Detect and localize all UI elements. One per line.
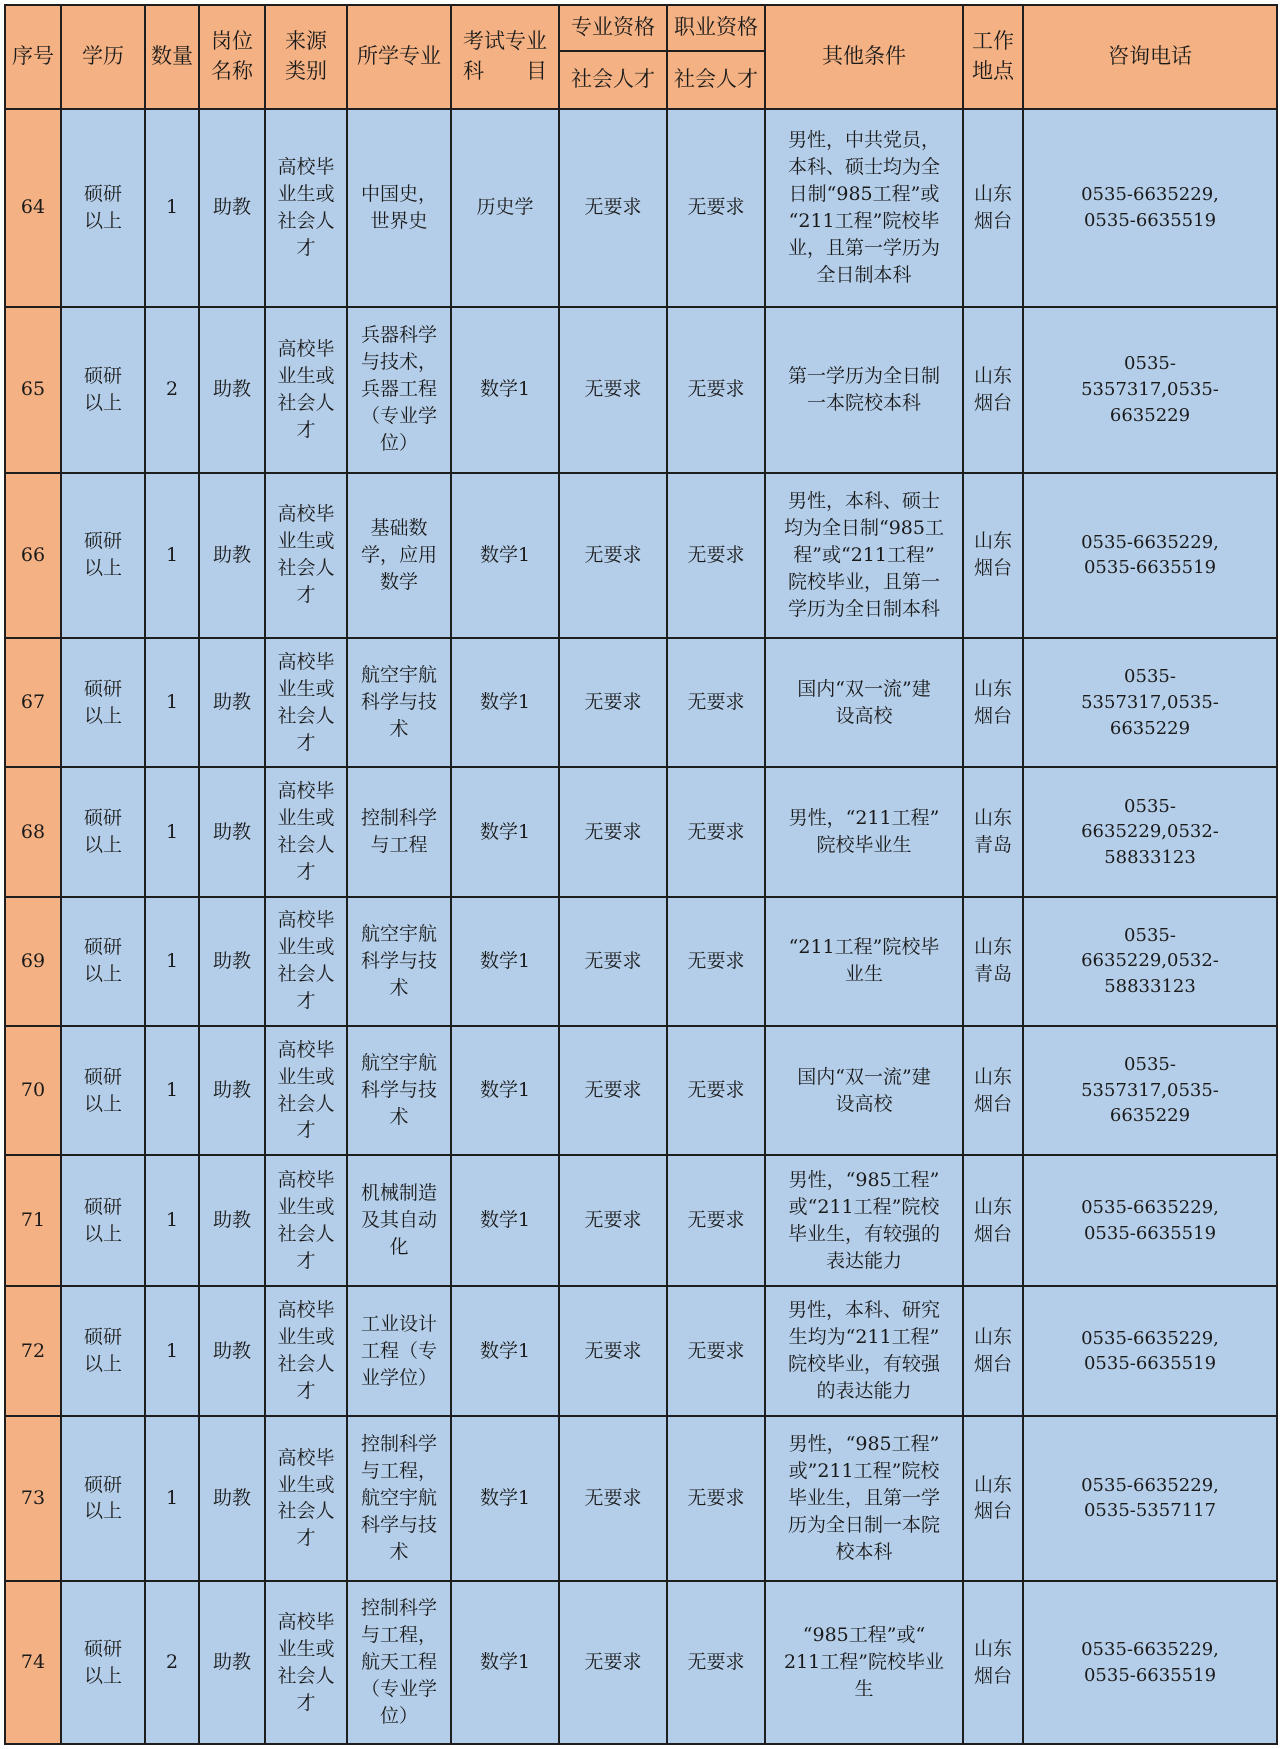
cell-source: 高校毕 业生或 社会人 才 — [265, 1581, 347, 1744]
cell-phone: 0535-6635229, 0535-6635519 — [1023, 109, 1277, 307]
cell-education: 硕研 以上 — [61, 638, 145, 767]
cell-source: 高校毕 业生或 社会人 才 — [265, 473, 347, 639]
cell-job-qual: 无要求 — [667, 1416, 765, 1582]
cell-position: 助教 — [199, 1026, 265, 1155]
cell-education: 硕研 以上 — [61, 897, 145, 1026]
cell-position: 助教 — [199, 1581, 265, 1744]
cell-source: 高校毕 业生或 社会人 才 — [265, 1155, 347, 1286]
cell-source: 高校毕 业生或 社会人 才 — [265, 109, 347, 307]
cell-prof-qual: 无要求 — [559, 1026, 667, 1155]
cell-location: 山东 青岛 — [963, 767, 1023, 896]
cell-other: 男性，本科、硕士 均为全日制“985工 程”或“211工程” 院校毕业，且第一 学历为全日制本科 — [765, 473, 963, 639]
cell-location: 山东 烟台 — [963, 1155, 1023, 1286]
header-other: 其他条件 — [765, 5, 963, 109]
cell-position: 助教 — [199, 1416, 265, 1582]
cell-seq: 74 — [5, 1581, 61, 1744]
cell-source: 高校毕 业生或 社会人 才 — [265, 767, 347, 896]
header-position: 岗位 名称 — [199, 5, 265, 109]
cell-job-qual: 无要求 — [667, 1581, 765, 1744]
cell-count: 1 — [145, 109, 199, 307]
cell-location: 山东 烟台 — [963, 109, 1023, 307]
cell-location: 山东 烟台 — [963, 1026, 1023, 1155]
cell-count: 2 — [145, 307, 199, 473]
header-seq: 序号 — [5, 5, 61, 109]
cell-exam: 数学1 — [451, 1286, 559, 1415]
table-row — [5, 1155, 1277, 1286]
cell-count: 1 — [145, 1286, 199, 1415]
cell-seq: 72 — [5, 1286, 61, 1415]
cell-prof-qual: 无要求 — [559, 1581, 667, 1744]
cell-location: 山东 烟台 — [963, 1416, 1023, 1582]
cell-source: 高校毕 业生或 社会人 才 — [265, 638, 347, 767]
cell-major: 基础数 学，应用 数学 — [347, 473, 451, 639]
cell-location: 山东 烟台 — [963, 307, 1023, 473]
cell-phone: 0535-6635229, 0535-5357117 — [1023, 1416, 1277, 1582]
cell-seq: 65 — [5, 307, 61, 473]
cell-source: 高校毕 业生或 社会人 才 — [265, 897, 347, 1026]
cell-other: 男性，“985工程” 或“211工程”院校 毕业生，有较强的 表达能力 — [765, 1155, 963, 1286]
cell-education: 硕研 以上 — [61, 307, 145, 473]
cell-source: 高校毕 业生或 社会人 才 — [265, 307, 347, 473]
cell-position: 助教 — [199, 307, 265, 473]
cell-source: 高校毕 业生或 社会人 才 — [265, 1026, 347, 1155]
cell-major: 航空宇航 科学与技 术 — [347, 1026, 451, 1155]
cell-position: 助教 — [199, 473, 265, 639]
cell-location: 山东 青岛 — [963, 897, 1023, 1026]
cell-phone: 0535-6635229, 0535-6635519 — [1023, 1155, 1277, 1286]
cell-major: 中国史， 世界史 — [347, 109, 451, 307]
cell-position: 助教 — [199, 767, 265, 896]
cell-seq: 71 — [5, 1155, 61, 1286]
table-row — [5, 767, 1277, 896]
cell-education: 硕研 以上 — [61, 1155, 145, 1286]
cell-exam: 数学1 — [451, 767, 559, 896]
cell-prof-qual: 无要求 — [559, 473, 667, 639]
cell-phone: 0535- 5357317,0535- 6635229 — [1023, 638, 1277, 767]
cell-phone: 0535-6635229, 0535-6635519 — [1023, 1286, 1277, 1415]
cell-prof-qual: 无要求 — [559, 307, 667, 473]
cell-major: 机械制造 及其自动 化 — [347, 1155, 451, 1286]
header-exam: 考试专业 科 目 — [451, 5, 559, 109]
header-job-qual: 职业资格 — [667, 5, 765, 51]
cell-job-qual: 无要求 — [667, 1026, 765, 1155]
cell-exam: 数学1 — [451, 307, 559, 473]
cell-major: 兵器科学 与技术， 兵器工程 （专业学 位） — [347, 307, 451, 473]
cell-source: 高校毕 业生或 社会人 才 — [265, 1416, 347, 1582]
cell-seq: 66 — [5, 473, 61, 639]
cell-source: 高校毕 业生或 社会人 才 — [265, 1286, 347, 1415]
cell-other: 男性，“985工程” 或”211工程”院校 毕业生，且第一学 历为全日制一本院 校本科 — [765, 1416, 963, 1582]
cell-job-qual: 无要求 — [667, 1286, 765, 1415]
cell-location: 山东 烟台 — [963, 1286, 1023, 1415]
cell-count: 2 — [145, 1581, 199, 1744]
cell-count: 1 — [145, 473, 199, 639]
cell-job-qual: 无要求 — [667, 897, 765, 1026]
table-row — [5, 1581, 1277, 1744]
cell-education: 硕研 以上 — [61, 1416, 145, 1582]
cell-major: 控制科学 与工程， 航空宇航 科学与技 术 — [347, 1416, 451, 1582]
cell-phone: 0535- 6635229,0532- 58833123 — [1023, 767, 1277, 896]
header-major: 所学专业 — [347, 5, 451, 109]
cell-position: 助教 — [199, 1286, 265, 1415]
cell-other: 第一学历为全日制 一本院校本科 — [765, 307, 963, 473]
header-source: 来源 类别 — [265, 5, 347, 109]
cell-location: 山东 烟台 — [963, 638, 1023, 767]
cell-count: 1 — [145, 767, 199, 896]
recruitment-table — [4, 4, 1278, 1745]
cell-prof-qual: 无要求 — [559, 1155, 667, 1286]
header-phone: 咨询电话 — [1023, 5, 1277, 109]
cell-job-qual: 无要求 — [667, 1155, 765, 1286]
cell-count: 1 — [145, 897, 199, 1026]
cell-exam: 历史学 — [451, 109, 559, 307]
cell-position: 助教 — [199, 1155, 265, 1286]
cell-education: 硕研 以上 — [61, 109, 145, 307]
cell-job-qual: 无要求 — [667, 638, 765, 767]
header-job-qual-sub: 社会人才 — [667, 51, 765, 109]
cell-education: 硕研 以上 — [61, 1581, 145, 1744]
cell-other: 国内“双一流”建 设高校 — [765, 1026, 963, 1155]
cell-exam: 数学1 — [451, 897, 559, 1026]
cell-education: 硕研 以上 — [61, 473, 145, 639]
table-row — [5, 109, 1277, 307]
cell-education: 硕研 以上 — [61, 1026, 145, 1155]
cell-prof-qual: 无要求 — [559, 1286, 667, 1415]
cell-exam: 数学1 — [451, 1155, 559, 1286]
cell-seq: 67 — [5, 638, 61, 767]
table-row — [5, 1026, 1277, 1155]
cell-phone: 0535-6635229, 0535-6635519 — [1023, 1581, 1277, 1744]
cell-location: 山东 烟台 — [963, 1581, 1023, 1744]
cell-phone: 0535- 5357317,0535- 6635229 — [1023, 307, 1277, 473]
cell-count: 1 — [145, 1155, 199, 1286]
header-education: 学历 — [61, 5, 145, 109]
table-row — [5, 1416, 1277, 1582]
table-row — [5, 897, 1277, 1026]
cell-count: 1 — [145, 1026, 199, 1155]
table-row — [5, 638, 1277, 767]
cell-count: 1 — [145, 638, 199, 767]
cell-job-qual: 无要求 — [667, 767, 765, 896]
cell-major: 控制科学 与工程 — [347, 767, 451, 896]
cell-seq: 73 — [5, 1416, 61, 1582]
cell-seq: 69 — [5, 897, 61, 1026]
cell-job-qual: 无要求 — [667, 109, 765, 307]
cell-major: 航空宇航 科学与技 术 — [347, 897, 451, 1026]
cell-position: 助教 — [199, 897, 265, 1026]
cell-prof-qual: 无要求 — [559, 767, 667, 896]
cell-major: 控制科学 与工程， 航天工程 （专业学 位） — [347, 1581, 451, 1744]
cell-other: 男性，本科、研究 生均为“211工程” 院校毕业，有较强 的表达能力 — [765, 1286, 963, 1415]
cell-exam: 数学1 — [451, 1581, 559, 1744]
table-row — [5, 473, 1277, 639]
header-prof-qual: 专业资格 — [559, 5, 667, 51]
cell-prof-qual: 无要求 — [559, 109, 667, 307]
cell-exam: 数学1 — [451, 473, 559, 639]
cell-phone: 0535- 5357317,0535- 6635229 — [1023, 1026, 1277, 1155]
header-prof-qual-sub: 社会人才 — [559, 51, 667, 109]
cell-job-qual: 无要求 — [667, 473, 765, 639]
cell-job-qual: 无要求 — [667, 307, 765, 473]
cell-other: 国内“双一流”建 设高校 — [765, 638, 963, 767]
cell-education: 硕研 以上 — [61, 767, 145, 896]
cell-seq: 70 — [5, 1026, 61, 1155]
cell-major: 航空宇航 科学与技 术 — [347, 638, 451, 767]
cell-exam: 数学1 — [451, 1026, 559, 1155]
cell-other: “211工程”院校毕 业生 — [765, 897, 963, 1026]
cell-location: 山东 烟台 — [963, 473, 1023, 639]
cell-count: 1 — [145, 1416, 199, 1582]
cell-phone: 0535-6635229, 0535-6635519 — [1023, 473, 1277, 639]
cell-exam: 数学1 — [451, 1416, 559, 1582]
cell-other: “985工程”或“ 211工程”院校毕业 生 — [765, 1581, 963, 1744]
cell-seq: 68 — [5, 767, 61, 896]
cell-phone: 0535- 6635229,0532- 58833123 — [1023, 897, 1277, 1026]
cell-prof-qual: 无要求 — [559, 1416, 667, 1582]
header-location: 工作 地点 — [963, 5, 1023, 109]
table-row — [5, 307, 1277, 473]
cell-other: 男性，中共党员， 本科、硕士均为全 日制“985工程”或 “211工程”院校毕 业，且第一学历为 全日制本科 — [765, 109, 963, 307]
cell-position: 助教 — [199, 109, 265, 307]
cell-major: 工业设计 工程（专 业学位） — [347, 1286, 451, 1415]
table-row — [5, 1286, 1277, 1415]
cell-prof-qual: 无要求 — [559, 638, 667, 767]
cell-seq: 64 — [5, 109, 61, 307]
cell-education: 硕研 以上 — [61, 1286, 145, 1415]
cell-other: 男性，“211工程” 院校毕业生 — [765, 767, 963, 896]
header-count: 数量 — [145, 5, 199, 109]
cell-position: 助教 — [199, 638, 265, 767]
cell-prof-qual: 无要求 — [559, 897, 667, 1026]
cell-exam: 数学1 — [451, 638, 559, 767]
